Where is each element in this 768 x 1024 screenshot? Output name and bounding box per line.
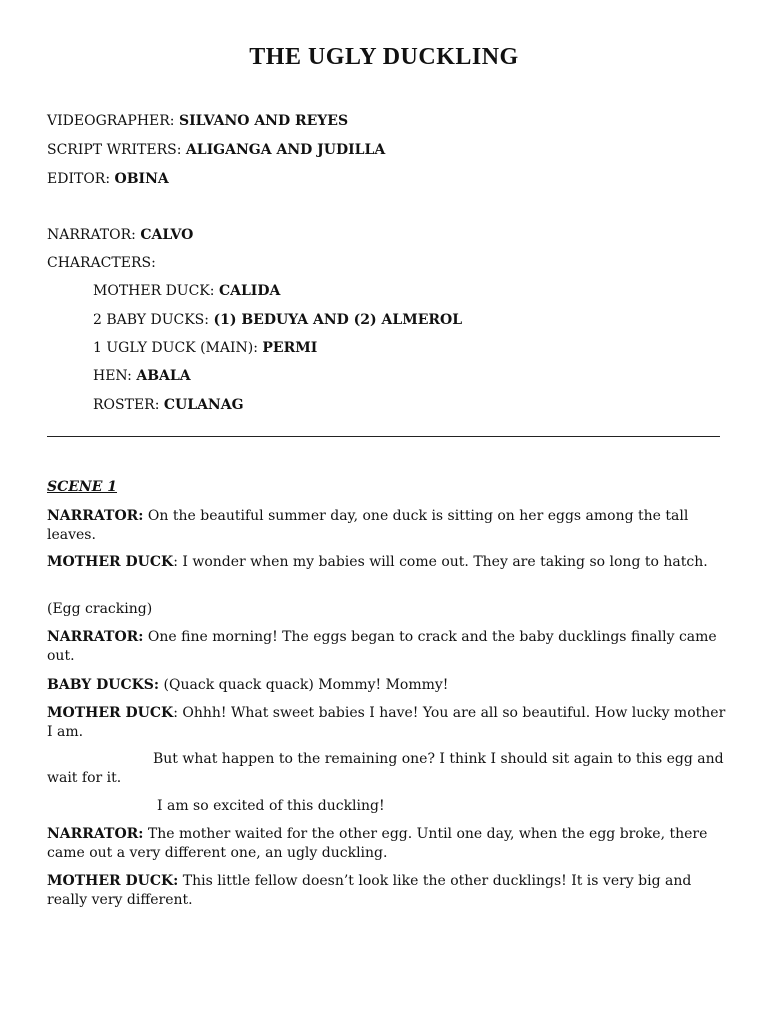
script-line xyxy=(47,750,727,787)
script-line xyxy=(47,797,727,816)
script-speaker: BABY DUCKS: xyxy=(47,677,160,693)
script-speaker: NARRATOR: xyxy=(47,508,144,524)
credit-label: EDITOR: xyxy=(47,171,115,187)
script-speaker: NARRATOR: xyxy=(47,629,144,645)
credit-script-writers xyxy=(47,141,385,159)
document-title: THE UGLY DUCKLING xyxy=(249,44,519,70)
cast-label: NARRATOR: xyxy=(47,227,141,243)
script-speaker: MOTHER DUCK xyxy=(47,705,174,721)
character-actor: (1) BEDUYA AND (2) ALMEROL xyxy=(213,312,463,328)
script-line xyxy=(47,704,727,741)
horizontal-divider xyxy=(47,436,720,437)
character-label: 2 BABY DUCKS: xyxy=(93,312,214,328)
character-baby-ducks xyxy=(93,311,462,329)
character-ugly-duck xyxy=(93,339,317,357)
credit-editor xyxy=(47,170,169,188)
script-text: (Egg cracking) xyxy=(47,601,153,617)
credit-label: SCRIPT WRITERS: xyxy=(47,142,186,158)
script-text: The mother waited for the other egg. Until one day, when the egg broke, there came out a very different one, an ugly duckling. xyxy=(47,826,708,861)
script-speaker: NARRATOR: xyxy=(47,826,144,842)
script-text: One fine morning! The eggs began to crack and the baby ducklings finally came out. xyxy=(47,629,717,664)
character-roster xyxy=(93,396,244,414)
script-line xyxy=(47,872,727,909)
script-text: This little fellow doesn’t look like the other ducklings! It is very big and really very different. xyxy=(47,873,692,908)
script-text: (Quack quack quack) Mommy! Mommy! xyxy=(159,677,449,693)
character-label: HEN: xyxy=(93,368,137,384)
character-label: MOTHER DUCK: xyxy=(93,283,219,299)
cast-value: CALVO xyxy=(140,227,194,243)
credit-label: VIDEOGRAPHER: xyxy=(47,113,179,129)
script-line xyxy=(47,676,727,695)
character-label: 1 UGLY DUCK (MAIN): xyxy=(93,340,263,356)
character-mother-duck xyxy=(93,282,280,300)
credit-videographer xyxy=(47,112,348,130)
script-text: But what happen to the remaining one? I think I should sit again to this egg and wait for it. xyxy=(47,751,724,786)
credit-value: ALIGANGA AND JUDILLA xyxy=(185,142,386,158)
script-text: I am so excited of this duckling! xyxy=(157,798,385,814)
script-text: : Ohhh! What sweet babies I have! You are all so beautiful. How lucky mother I am. xyxy=(47,705,726,740)
script-text: On the beautiful summer day, one duck is sitting on her eggs among the tall leaves. xyxy=(47,508,689,543)
script-speaker: MOTHER DUCK: xyxy=(47,873,179,889)
cast-narrator xyxy=(47,226,193,244)
character-actor: CULANAG xyxy=(163,397,244,413)
character-actor: PERMI xyxy=(262,340,318,356)
script-line xyxy=(47,628,727,665)
script-text: : I wonder when my babies will come out. They are taking so long to hatch. xyxy=(173,554,708,570)
script-line xyxy=(47,507,727,544)
character-actor: ABALA xyxy=(136,368,191,384)
credit-value: OBINA xyxy=(114,171,169,187)
credit-value: SILVANO AND REYES xyxy=(178,113,349,129)
script-line xyxy=(47,553,727,572)
script-line xyxy=(47,600,727,619)
character-actor: CALIDA xyxy=(218,283,281,299)
character-label: ROSTER: xyxy=(93,397,164,413)
characters-heading: CHARACTERS: xyxy=(47,255,156,271)
character-hen xyxy=(93,367,191,385)
scene-heading: SCENE 1 xyxy=(47,479,118,495)
script-speaker: MOTHER DUCK xyxy=(47,554,174,570)
script-line xyxy=(47,825,727,862)
